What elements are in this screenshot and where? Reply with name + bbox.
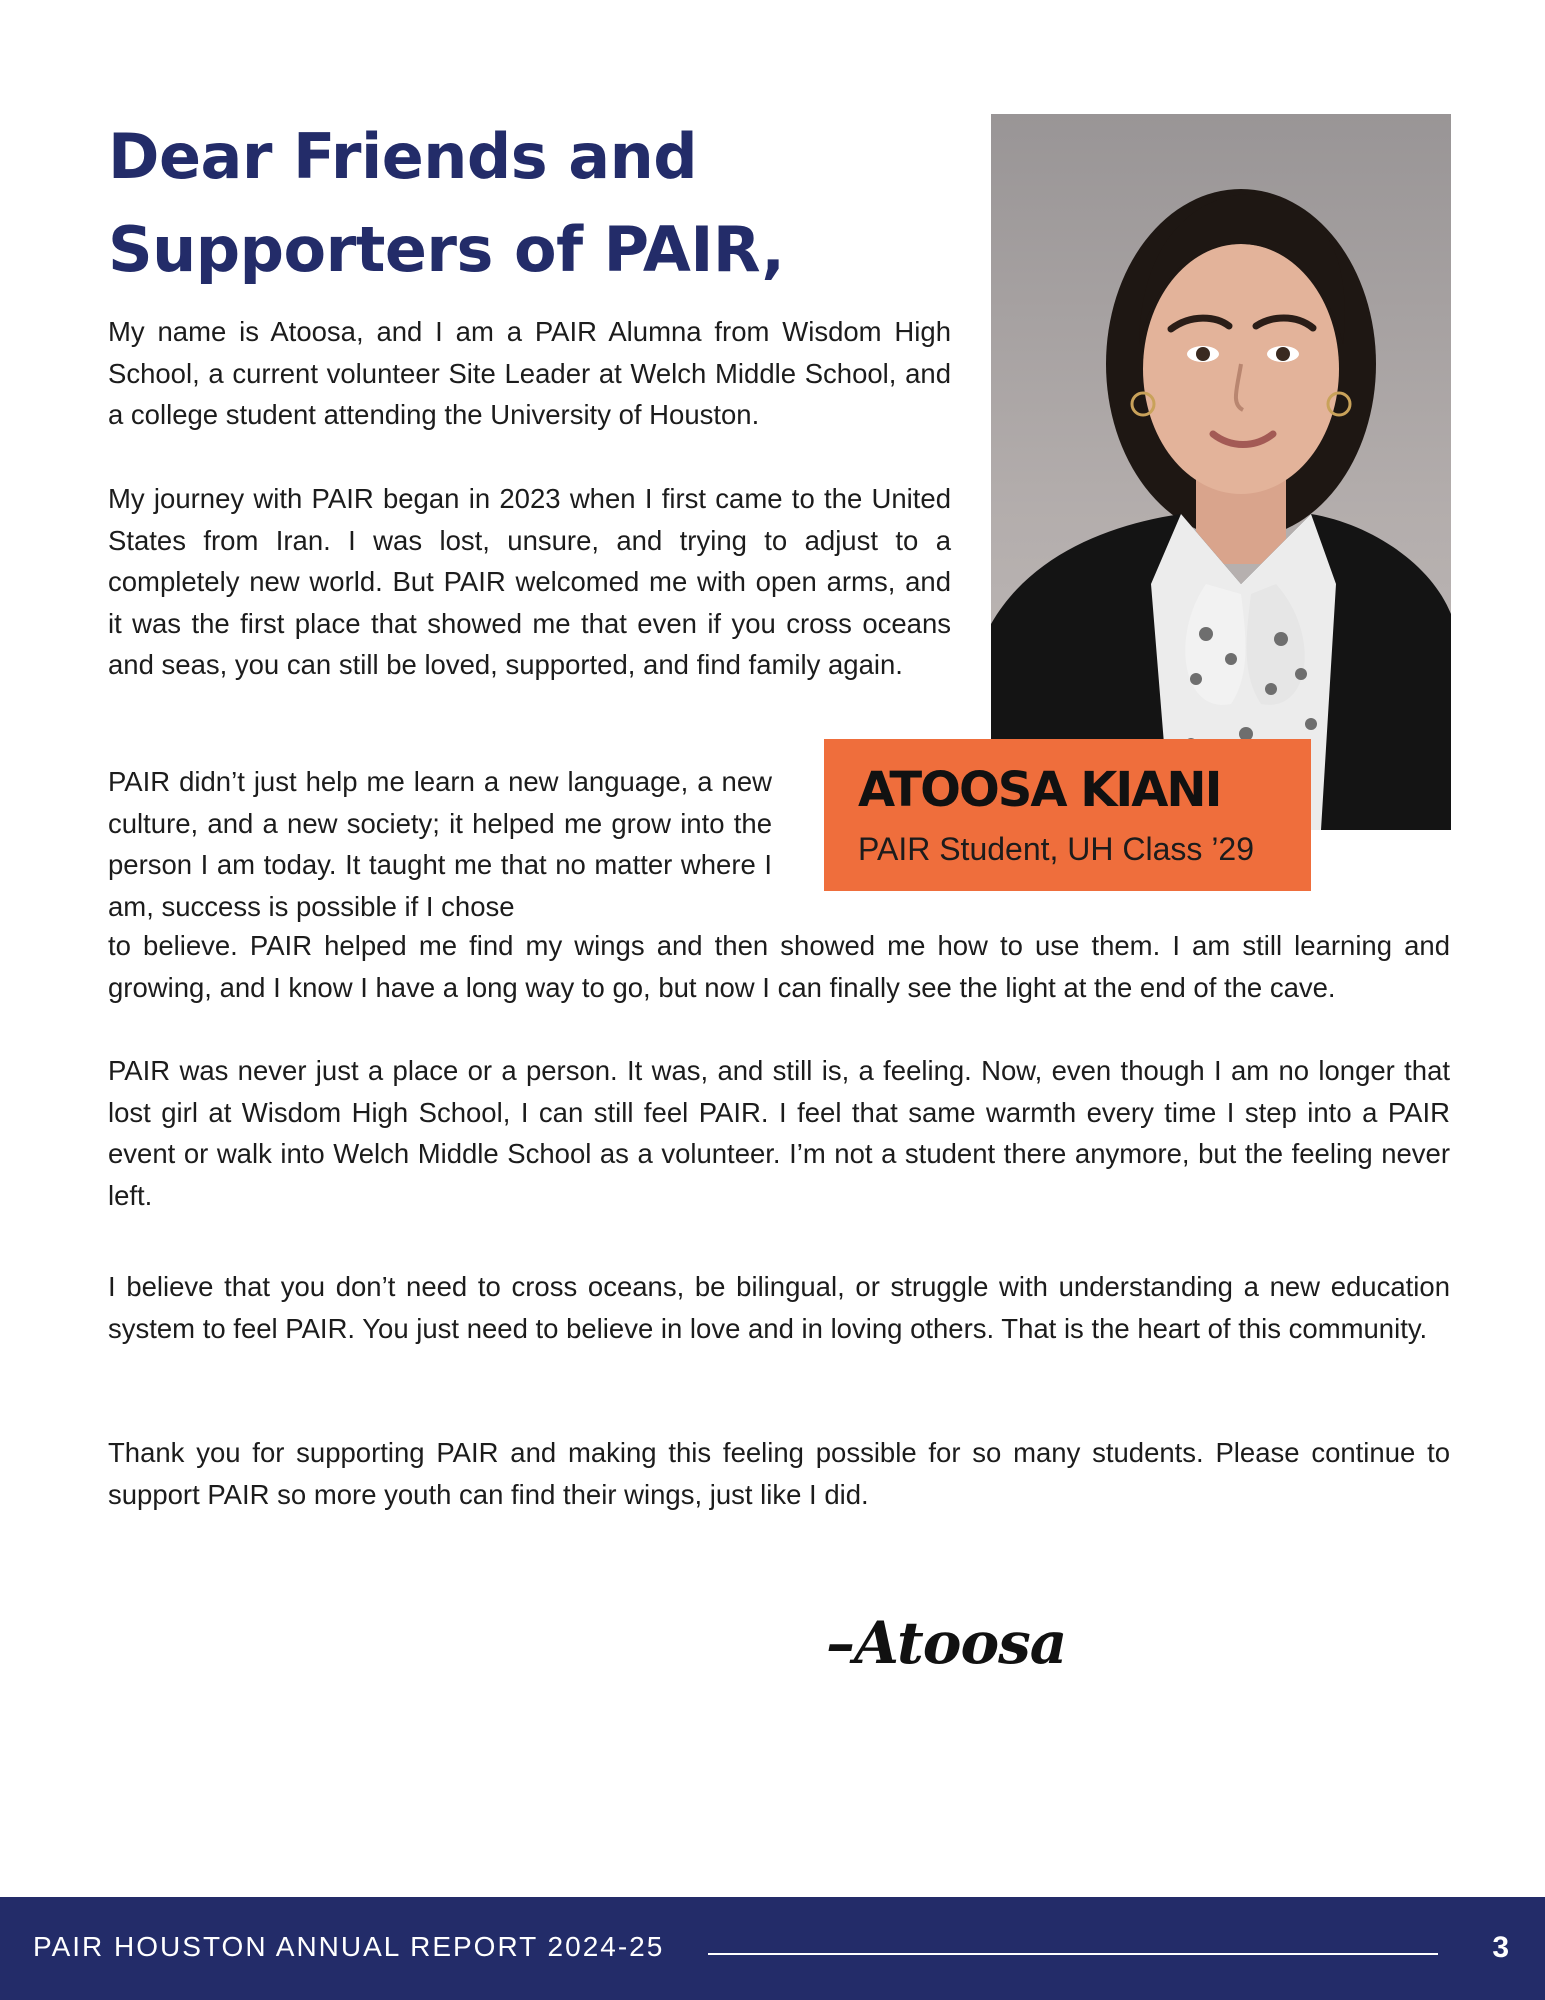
paragraph-thanks: Thank you for supporting PAIR and making this feeling possible for so many students. Please continue to support PAIR so more youth can find their wings, just like I did. [108,1437,1450,1510]
paragraph-journey: My journey with PAIR began in 2023 when I first came to the United States from Iran. I was lost, unsure, and trying to adjust to a completely new world. But PAIR welcomed me with open arms, and it was the first place that showed me that even if you cross oceans and seas, you can still be loved, supported, and find family again. [108,483,951,680]
title-line-1: Dear Friends and [108,120,698,193]
page-number: 3 [1492,1931,1509,1964]
paragraph-intro: My name is Atoosa, and I am a PAIR Alumna from Wisdom High School, a current volunteer Site Leader at Welch Middle School, and a college student attending the University of Houston. [108,316,951,430]
footer-bar [0,1897,1545,2000]
paragraph-growth-continued: to believe. PAIR helped me find my wings and then showed me how to use them. I am still learning and growing, and I know I have a long way to go, but now I can finally see the light at the end of the cave. [108,930,1450,1003]
portrait-illustration [991,114,1451,830]
profile-role: PAIR Student, UH Class ’29 [858,831,1255,867]
portrait-photo [991,114,1451,830]
profile-name-card [824,739,1311,891]
footer-report-label: PAIR HOUSTON ANNUAL REPORT 2024-25 [33,1931,665,1962]
signature: –Atoosa [826,1609,1067,1677]
paragraph-growth: PAIR didn’t just help me learn a new language, a new culture, and a new society; it helped me grow into the person I am today. It taught me that no matter where I am, success is possible if I chose [108,766,772,922]
profile-name: ATOOSA KIANI [858,762,1221,818]
title-line-2: Supporters of PAIR, [108,213,785,286]
page-title [108,110,968,296]
paragraph-belief: I believe that you don’t need to cross oceans, be bilingual, or struggle with understanding a new education system to feel PAIR. You just need to believe in love and in loving others. That is the heart of this community. [108,1271,1450,1344]
paragraph-feeling: PAIR was never just a place or a person. It was, and still is, a feeling. Now, even though I am no longer that lost girl at Wisdom High School, I can still feel PAIR. I feel that same warmth every time I step into a PAIR event or walk into Welch Middle School as a volunteer. I’m not a student there anymore, but the feeling never left. [108,1055,1450,1211]
footer-divider [708,1953,1438,1955]
